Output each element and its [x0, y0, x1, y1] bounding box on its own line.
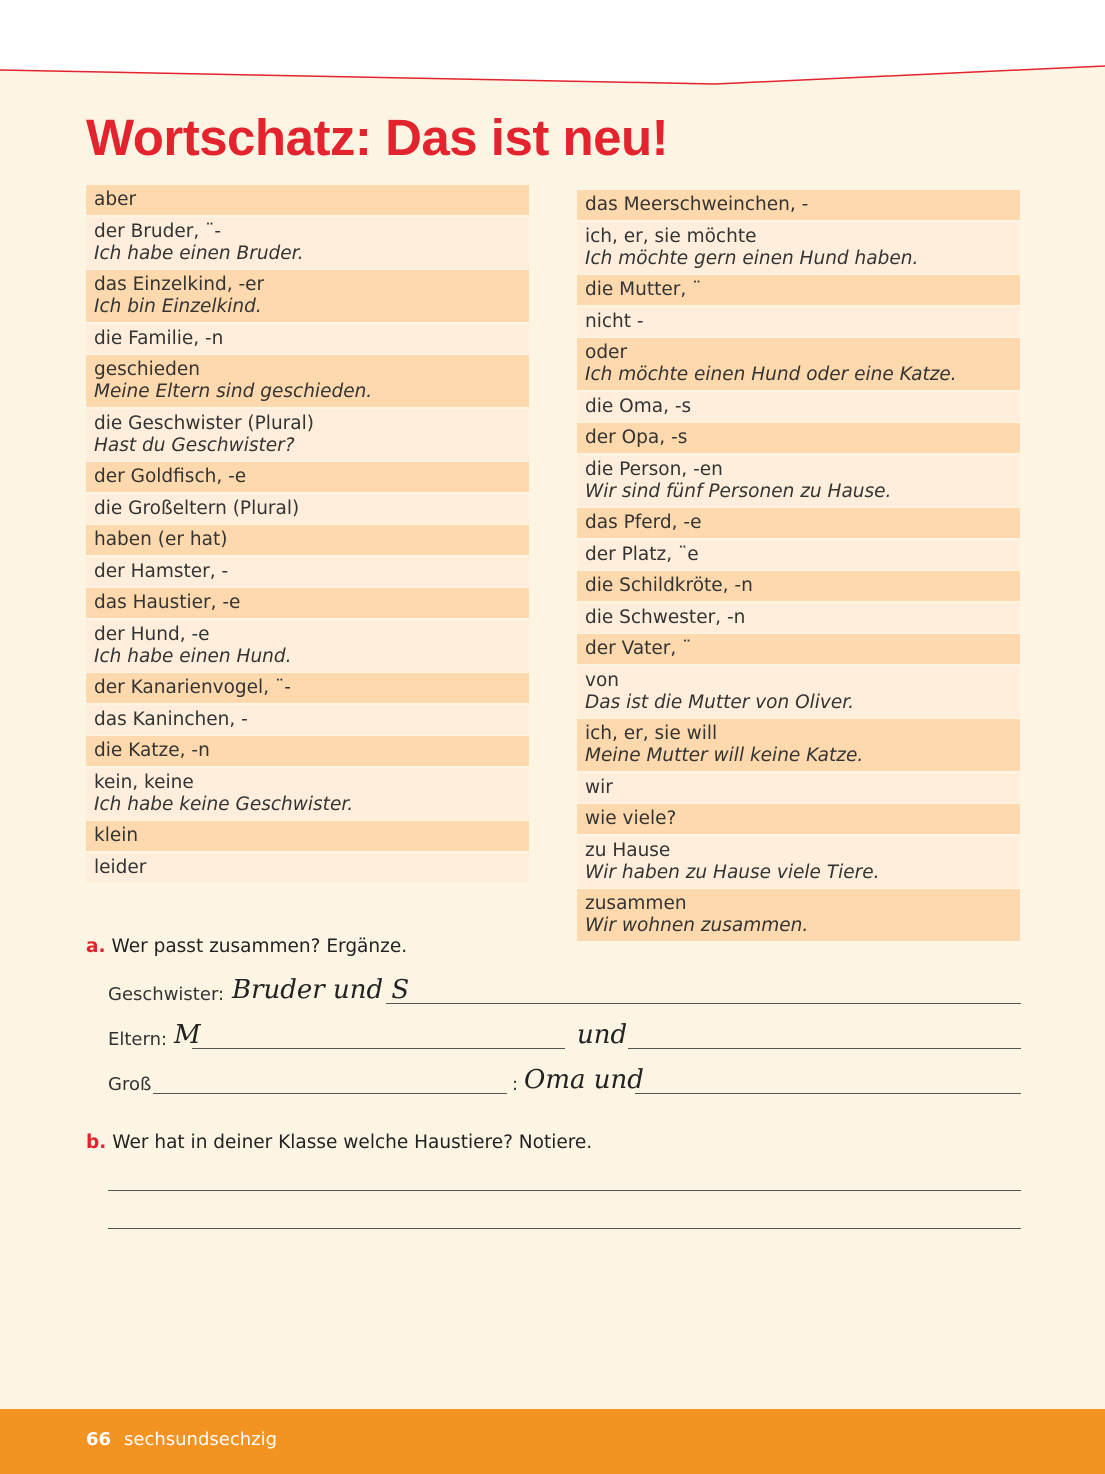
- eltern-und-handwriting: und: [577, 1020, 628, 1050]
- vocab-word: der Kanarienvogel, ¨-: [94, 677, 291, 698]
- vocab-entry: [86, 270, 529, 322]
- vocab-word: die Person, -en: [585, 458, 723, 480]
- vocab-word: ich, er, sie möchte: [585, 225, 757, 247]
- gross-handwriting: Oma und: [524, 1065, 644, 1095]
- vocab-entry: [577, 836, 1020, 888]
- vocab-word: der Vater, ¨: [585, 638, 692, 659]
- task-a-letter: a.: [86, 936, 106, 957]
- vocab-entry: [577, 423, 1020, 453]
- vocab-example: Ich habe keine Geschwister.: [94, 793, 354, 815]
- vocab-list-left: [86, 185, 529, 884]
- vocab-entry: [86, 355, 529, 407]
- vocab-word: die Oma, -s: [585, 395, 692, 417]
- vocab-word: haben (er hat): [94, 529, 228, 550]
- eltern-label: Eltern:: [108, 1029, 168, 1050]
- vocab-entry: [577, 804, 1020, 834]
- page-title: Wortschatz: Das ist neu!: [86, 109, 669, 166]
- task-b-letter: b.: [86, 1132, 107, 1153]
- geschwister-label: Geschwister:: [108, 984, 225, 1005]
- vocab-example: Meine Eltern sind geschieden.: [94, 381, 373, 402]
- vocab-word: von: [585, 669, 619, 691]
- vocab-entry: [577, 773, 1020, 803]
- vocab-word: die Katze, -n: [94, 740, 210, 761]
- vocab-word: das Pferd, -e: [585, 512, 702, 533]
- vocab-entry: [86, 557, 529, 587]
- vocab-word: die Schwester, -n: [585, 606, 746, 628]
- vocab-entry: [86, 821, 529, 851]
- vocab-word: kein, keine: [94, 771, 194, 793]
- vocab-entry: [577, 455, 1020, 507]
- page-top-margin: [0, 0, 1105, 90]
- geschwister-handwriting: Bruder und S: [232, 975, 410, 1005]
- vocab-entry: [86, 217, 529, 269]
- vocab-word: der Hund, -e: [94, 623, 210, 645]
- vocab-entry: [577, 571, 1020, 601]
- eltern-answer-line-1[interactable]: [192, 1048, 565, 1049]
- vocab-entry: [577, 719, 1020, 771]
- task-b-answer-line-1[interactable]: [108, 1190, 1021, 1191]
- vocab-example: Das ist die Mutter von Oliver.: [585, 691, 855, 713]
- vocab-word: die Mutter, ¨: [585, 279, 702, 300]
- vocab-example: Meine Mutter will keine Katze.: [585, 745, 864, 766]
- vocab-entry: [577, 338, 1020, 390]
- vocab-example: Ich habe einen Bruder.: [94, 242, 304, 264]
- vocab-word: die Schildkröte, -n: [585, 575, 753, 596]
- vocab-entry: [577, 634, 1020, 664]
- vocab-word: ich, er, sie will: [585, 723, 718, 744]
- vocab-example: Wir wohnen zusammen.: [585, 915, 809, 936]
- vocab-word: geschieden: [94, 359, 201, 380]
- vocab-example: Ich habe einen Hund.: [94, 645, 292, 667]
- task-b-instruction: Wer hat in deiner Klasse welche Haustiere? Notiere.: [112, 1132, 593, 1153]
- vocab-entry: [577, 603, 1020, 633]
- vocab-entry: [86, 324, 529, 354]
- page-footer: [0, 1409, 1105, 1474]
- vocab-entry: [86, 525, 529, 555]
- vocab-example: Hast du Geschwister?: [94, 434, 295, 456]
- vocab-word: zu Hause: [585, 839, 671, 861]
- task-b-answer-line-2[interactable]: [108, 1228, 1021, 1229]
- task-a-instruction: Wer passt zusammen? Ergänze.: [111, 936, 408, 957]
- vocab-example: Ich möchte gern einen Hund haben.: [585, 247, 919, 269]
- gross-answer-line-1[interactable]: [153, 1093, 507, 1094]
- vocab-entry: [577, 666, 1020, 718]
- vocab-word: oder: [585, 342, 628, 363]
- vocab-word: zusammen: [585, 893, 687, 914]
- vocab-word: nicht -: [585, 310, 644, 332]
- vocab-word: aber: [94, 189, 137, 210]
- vocab-example: Ich möchte einen Hund oder eine Katze.: [585, 364, 957, 385]
- vocab-entry: [577, 508, 1020, 538]
- vocab-word: klein: [94, 825, 139, 846]
- task-b-heading: [86, 1132, 592, 1153]
- vocab-entry: [86, 705, 529, 735]
- vocab-word: der Hamster, -: [94, 560, 229, 582]
- vocab-word: die Großeltern (Plural): [94, 497, 300, 519]
- vocab-entry: [577, 889, 1020, 941]
- geschwister-answer-line[interactable]: [386, 1003, 1021, 1004]
- vocab-word: der Platz, ¨e: [585, 543, 699, 565]
- task-section: [86, 936, 1021, 957]
- eltern-answer-line-2[interactable]: [628, 1048, 1021, 1049]
- vocab-word: das Kaninchen, -: [94, 708, 248, 730]
- vocab-word: das Haustier, -e: [94, 592, 241, 613]
- task-a-heading: [86, 936, 1021, 957]
- vocab-word: das Meerschweinchen, -: [585, 194, 809, 215]
- vocab-word: die Geschwister (Plural): [94, 412, 314, 434]
- vocab-entry: [86, 853, 529, 883]
- gross-answer-line-2[interactable]: [635, 1093, 1021, 1094]
- vocab-example: Wir sind fünf Personen zu Hause.: [585, 480, 892, 502]
- vocab-word: der Opa, -s: [585, 427, 688, 448]
- vocab-example: Wir haben zu Hause viele Tiere.: [585, 861, 880, 883]
- page-number: 66: [86, 1429, 112, 1450]
- vocab-word: der Bruder, ¨-: [94, 220, 222, 242]
- vocab-entry: [577, 307, 1020, 337]
- vocab-entry: [86, 736, 529, 766]
- gross-colon: :: [512, 1074, 519, 1095]
- page-number-word: sechsundsechzig: [124, 1429, 278, 1450]
- vocab-entry: [86, 673, 529, 703]
- vocab-word: wir: [585, 776, 613, 798]
- vocab-entry: [86, 768, 529, 820]
- vocab-word: die Familie, -n: [94, 327, 224, 349]
- vocab-entry: [86, 409, 529, 461]
- vocab-word: das Einzelkind, -er: [94, 274, 265, 295]
- vocab-entry: [86, 620, 529, 672]
- vocab-word: wie viele?: [585, 808, 677, 829]
- vocab-word: leider: [94, 856, 147, 878]
- vocab-example: Ich bin Einzelkind.: [94, 296, 262, 317]
- vocab-entry: [86, 494, 529, 524]
- vocab-entry: [86, 185, 529, 215]
- vocab-entry: [86, 588, 529, 618]
- vocab-entry: [577, 540, 1020, 570]
- vocab-entry: [577, 222, 1020, 274]
- vocab-entry: [86, 462, 529, 492]
- vocab-entry: [577, 275, 1020, 305]
- eltern-handwriting: M: [174, 1020, 201, 1050]
- vocab-list-right: [577, 190, 1020, 943]
- top-edge-shape: [0, 0, 1105, 90]
- vocab-entry: [577, 190, 1020, 220]
- vocab-entry: [577, 392, 1020, 422]
- gross-label: Groß: [108, 1074, 152, 1095]
- vocab-word: der Goldfisch, -e: [94, 466, 247, 487]
